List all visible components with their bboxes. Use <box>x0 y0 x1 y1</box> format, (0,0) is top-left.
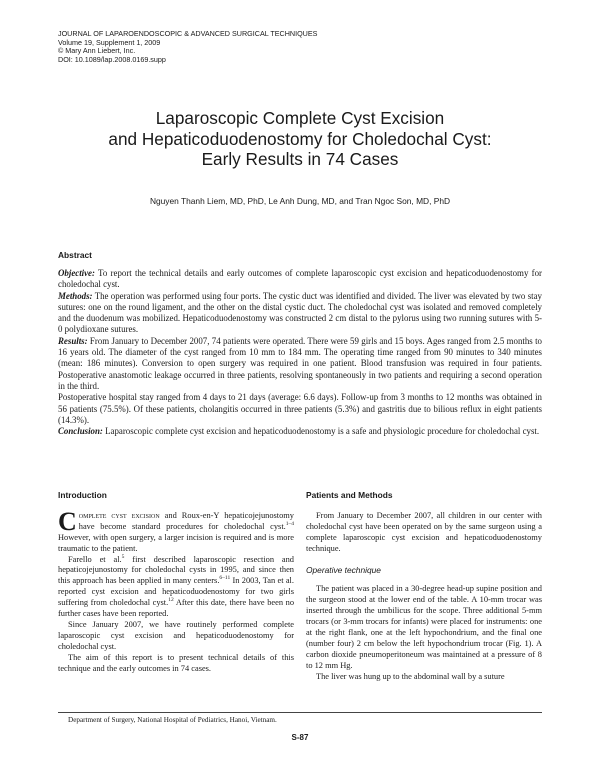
footnote-divider <box>58 712 542 713</box>
journal-copyright: © Mary Ann Liebert, Inc. <box>58 46 136 56</box>
intro-p1-text: and Roux-en-Y hepaticojejunostomy have become standard procedures for choledochal cyst. <box>78 510 294 531</box>
abstract-objective <box>58 268 542 291</box>
journal-doi: DOI: 10.1089/lap.2008.0169.supp <box>58 54 166 64</box>
operative-technique-subheading: Operative technique <box>306 564 381 575</box>
abstract-results-continued: Postoperative hospital stay ranged from 4 days to 21 days (average: 6.6 days). Follow-up from 3 months to 12 months was obtained in 56 patients (75.5%). Of these patients, cholangitis occurred in three patients (5.3%) and gastritis due to bilious reflux in eight patients (14.3%). <box>58 392 542 425</box>
intro-smallcaps: omplete cyst excision <box>78 510 160 520</box>
journal-name: JOURNAL OF LAPAROENDOSCOPIC & ADVANCED SURGICAL TECHNIQUES <box>58 29 318 38</box>
title-line-2: and Hepaticoduodenostomy for Choledochal Cyst: <box>108 128 492 149</box>
article-title <box>0 108 600 170</box>
pm-paragraph-1: From January to December 2007, all children in our center with choledochal cyst have been operated on by the same surgeon using a complete laparoscopic cyst excision and hepaticoduodenostomy technique. <box>306 510 542 553</box>
intro-p2-start: Farello et al. <box>68 554 122 564</box>
patients-methods-heading: Patients and Methods <box>306 490 393 500</box>
journal-header <box>58 30 317 64</box>
results-text: From January to December 2007, 74 patients were operated. There were 59 girls and 15 boys. Ages ranged from 2.5 months to 16 years old. The diameter of the cyst ranged from 10 mm to 184 mm. The operating time ranged from 90 minutes to 340 minutes (mean: 186 minutes). Conversion to open surgery was required in one patient. Blood transfusion was required in four patients. Postoperative anastomotic leakage occurred in three patients, resolving spontaneously in two patients and requiring a second operation in the third. <box>58 335 542 391</box>
methods-label: Methods: <box>58 290 93 301</box>
intro-p1-end: However, with open surgery, a larger incision is required and is more traumatic to the patient. <box>58 532 294 553</box>
patients-methods-column <box>306 490 542 683</box>
intro-paragraph-2 <box>58 555 294 620</box>
introduction-heading: Introduction <box>58 490 107 500</box>
conclusion-text: Laparoscopic complete cyst excision and hepaticoduodenostomy is a safe and physiologic procedure for choledochal cyst. <box>102 426 540 437</box>
intro-p2-mid2: In 2003, Tan et al. reported cyst excision and hepaticoduodenostomy for two girls suffering from choledochal cyst. <box>58 576 294 608</box>
intro-p2-mid: first described laparoscopic resection and hepaticojejunostomy for choledochal cysts in 1995, and since then this approach has been applied in many centers. <box>58 554 294 586</box>
citation: 1–4 <box>285 521 294 528</box>
abstract-body <box>58 268 542 437</box>
page-number: S-87 <box>291 733 309 742</box>
abstract-methods <box>58 291 542 336</box>
abstract-conclusion <box>58 426 542 437</box>
intro-p2-end: After this date, there have been no further cases have been reported. <box>58 598 295 619</box>
abstract-heading: Abstract <box>58 250 92 260</box>
objective-text: To report the technical details and early outcomes of complete laparoscopic cyst excision and hepaticoduodenostomy for choledochal cyst. <box>58 268 542 290</box>
objective-label: Objective: <box>58 268 95 278</box>
intro-paragraph-1 <box>58 506 294 555</box>
abstract-results <box>58 336 542 392</box>
author-list: Nguyen Thanh Liem, MD, PhD, Le Anh Dung, MD, and Tran Ngoc Son, MD, PhD <box>149 196 451 206</box>
citation: 12 <box>168 597 174 604</box>
conclusion-label: Conclusion: <box>58 426 103 437</box>
pm-paragraph-3: The liver was hung up to the abdominal wall by a suture <box>316 671 505 681</box>
journal-volume: Volume 19, Supplement 1, 2009 <box>58 37 161 47</box>
citation: 6–11 <box>219 575 231 582</box>
intro-paragraph-4: The aim of this report is to present technical details of this technique and the early outcomes in 74 cases. <box>58 652 294 673</box>
methods-text: The operation was performed using four ports. The cystic duct was identified and divided. The liver was elevated by two stay sutures: one on the round ligament, and the other on the distal cystic duct. The choledochal cyst was isolated and removed completely and the duodenum was mobilized. Hepaticoduodenostomy was constructed 2 cm distal to the pylorus using two running sutures with 5-0 polydioxane sutures. <box>58 290 542 335</box>
affiliation-footnote: Department of Surgery, National Hospital of Pediatrics, Hanoi, Vietnam. <box>68 716 277 724</box>
pm-paragraph-2: The patient was placed in a 30-degree head-up supine position and the surgeon stood at the lower end of the table. A 10-mm trocar was inserted through the umbilicus for the scope. Three additional 5-mm trocars (or 3-mm trocars for infants) were placed for instruments: one at the right flank, one at the left hypochondrium, and the final one (number four) 2 cm below the left hypochondrium trocar (Fig. 1). A carbon dioxide pneumoperitoneum was maintained at a pressure of 8 to 12 mm Hg. <box>306 584 542 670</box>
intro-paragraph-3: Since January 2007, we have routinely performed complete laparoscopic cyst excision and hepaticoduodenostomy for choledochal cyst. <box>58 619 294 651</box>
drop-cap: C <box>58 506 77 536</box>
introduction-column <box>58 490 294 675</box>
title-line-3: Early Results in 74 Cases <box>201 149 399 169</box>
title-line-1: Laparoscopic Complete Cyst Excision <box>155 108 445 128</box>
citation: 5 <box>121 553 125 560</box>
results-label: Results: <box>58 335 88 346</box>
